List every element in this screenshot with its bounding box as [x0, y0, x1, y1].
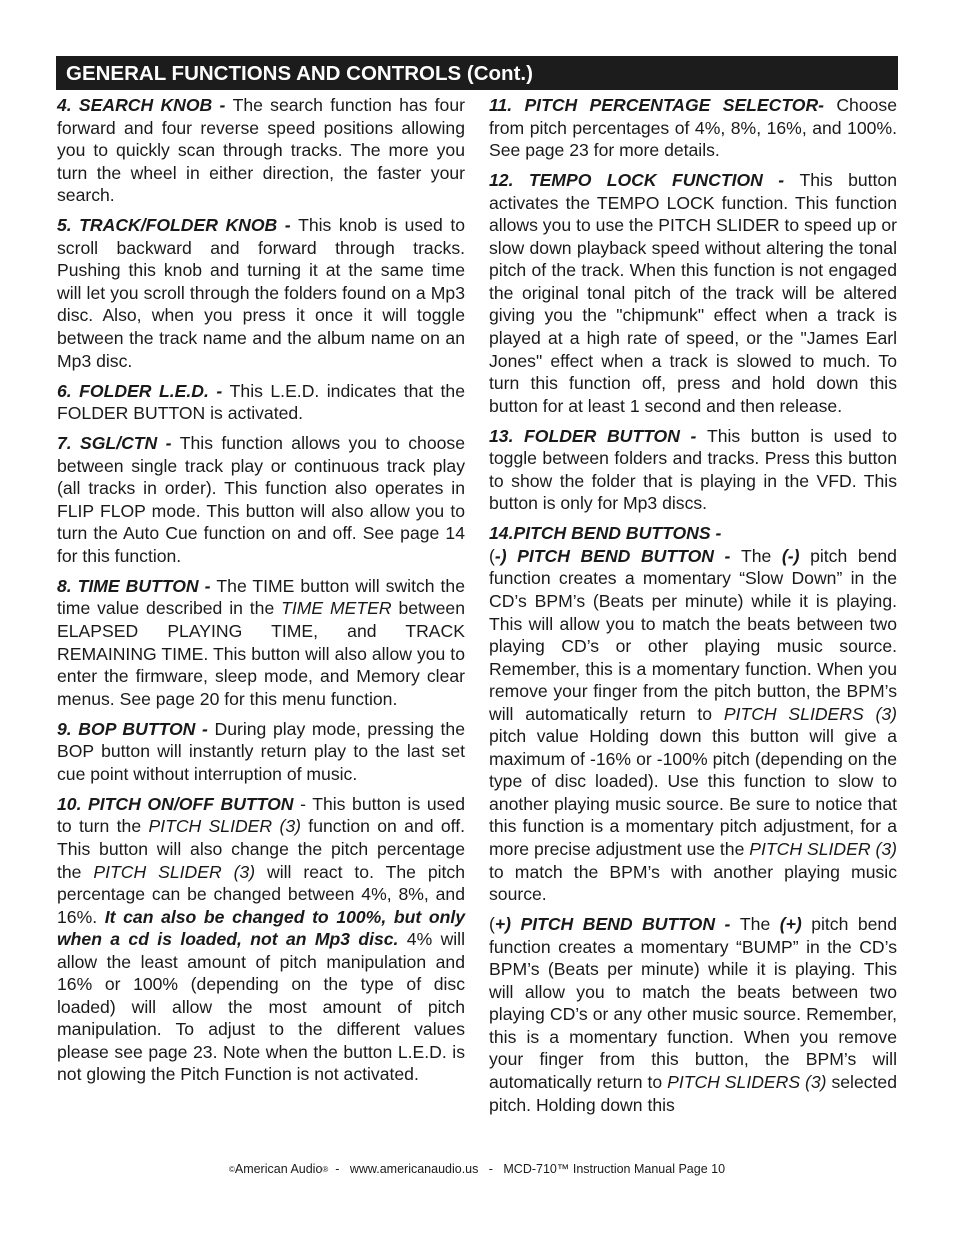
text-minus-c: pitch value Holding down this button will give a maximum of -16% or -100% pitch (depending on the type of disc loaded). Use this function to slow to another playing music source. Be sure to notice that this function is a momentary pitch adjustment, for a more precise adjustment use the	[489, 726, 897, 859]
text-time-button-b: between ELAPSED PLAYING TIME, and TRACK REMAINING TIME. This button will also allow you to enter the firmware, sleep mode, and Memory clear menus. See page 20 for this menu function.	[57, 598, 465, 709]
paragraph-plus-pitch-bend	[489, 913, 897, 1116]
label-bop-button: 9. BOP BUTTON -	[57, 718, 215, 739]
text-minus-a: The	[741, 545, 782, 566]
text-pitch-on-off-a: - This button is used to turn the	[57, 793, 465, 837]
ref-pitch-slider-minus: PITCH SLIDER (3)	[749, 839, 897, 859]
minus-open-paren: (	[489, 545, 495, 566]
label-search-knob: 4. SEARCH KNOB -	[57, 95, 233, 115]
paragraph-folder-led	[57, 380, 465, 425]
ref-pitch-sliders-plus: PITCH SLIDERS (3)	[667, 1071, 827, 1092]
paragraph-sgl-ctn	[57, 432, 465, 567]
paragraph-folder-button	[489, 425, 897, 515]
page-footer	[0, 1161, 954, 1178]
text-pitch-on-off-d: 4% will allow the least amount of pitch manipulation and 16% or 100% (depending on the type of disc loaded) will allow the most amount of pitch manipulation. To adjust to the different values please see page 23. Note when the button L.E.D. is not glowing the Pitch Function is not activated.	[57, 929, 465, 1085]
ref-time-meter: TIME METER	[281, 598, 392, 619]
label-pitch-bend-buttons: 14.PITCH BEND BUTTONS -	[489, 523, 722, 544]
text-folder-led: This L.E.D. indicates that the FOLDER BUTTON is activated.	[57, 380, 465, 424]
text-sgl-ctn: This function allows you to choose between single track play or continuous track play (all tracks in order). This function also operates in FLIP FLOP mode. This button will also allow you to turn the Auto Cue function on and off. See page 14 for this function.	[57, 433, 465, 566]
label-pitch-on-off: 10. PITCH ON/OFF BUTTON	[57, 793, 294, 814]
text-plus-a: The	[739, 914, 780, 935]
section-title: GENERAL FUNCTIONS AND CONTROLS (Cont.)	[66, 62, 533, 85]
ref-pitch-slider-1: PITCH SLIDER (3)	[148, 816, 301, 837]
label-tempo-lock: 12. TEMPO LOCK FUNCTION -	[489, 170, 800, 191]
paragraph-tempo-lock	[489, 169, 897, 417]
ref-pitch-sliders-minus: PITCH SLIDERS (3)	[723, 703, 897, 724]
text-pitch-on-off-c: will react to. The pitch percentage can be changed between 4%, 8%, and 16%.	[57, 861, 465, 927]
paragraph-track-folder-knob	[57, 214, 465, 372]
label-time-button: 8. TIME BUTTON -	[57, 575, 217, 596]
right-column	[489, 94, 897, 1124]
text-tempo-lock: This button activates the TEMPO LOCK function. This function allows you to use the PITCH SLIDER to speed up or slow down playback speed without altering the tonal pitch of the track. When this function is not engaged the original tonal pitch of the track will be altered giving you the "chipmunk" effect when a track is played at a high rate of speed, or the "James Earl Jones" effect when a track is slowed to much. To turn this function off, press and hold down this button for at least 1 second and then release.	[489, 170, 897, 416]
label-folder-led: 6. FOLDER L.E.D. -	[57, 380, 230, 401]
text-plus-c: selected pitch. Holding down this	[489, 1071, 897, 1115]
paragraph-pitch-on-off	[57, 793, 465, 1086]
paragraph-bop-button	[57, 718, 465, 786]
label-folder-button: 13. FOLDER BUTTON -	[489, 425, 707, 446]
paragraph-pitch-bend	[489, 522, 897, 905]
section-header-bar	[56, 56, 898, 90]
ref-pitch-slider-2: PITCH SLIDER (3)	[93, 861, 256, 882]
label-plus-pitch-bend: +) PITCH BEND BUTTON -	[494, 914, 740, 935]
text-folder-button: This button is used to toggle between folders and tracks. Press this button to show the folder that is playing in the VFD. This button is only for Mp3 discs.	[489, 425, 897, 514]
text-search-knob: The search function has four forward and four reverse speed positions allowing you to quickly scan through tracks. The more you turn the wheel in either direction, the faster your search.	[57, 95, 465, 206]
label-pitch-percentage: 11. PITCH PERCENTAGE SELECTOR-	[489, 95, 837, 115]
text-bop-button: During play mode, pressing the BOP button will instantly return play to the last set cue point without interruption of music.	[57, 718, 465, 784]
symbol-plus: (+)	[779, 914, 802, 935]
plus-open-paren: (	[489, 914, 495, 935]
text-minus-d: to match the BPM’s with another playing music source.	[489, 861, 897, 905]
text-pitch-on-off-b: function on and off. This button will also change the pitch percentage the	[57, 816, 465, 882]
text-pitch-percentage: Choose from pitch percentages of 4%, 8%, 16%, and 100%. See page 23 for more details.	[489, 95, 897, 161]
registered-symbol: ®	[322, 1165, 329, 1174]
text-plus-b: pitch bend function creates a momentary “BUMP” in the CD’s BPM’s (Beats per minute) while it is playing. This will allow you to match the beats between two playing CD’s or any other music source. Remember, this is a momentary function. When you remove your finger from this button, the BPM’s will automatically return to	[489, 914, 897, 1092]
label-track-folder-knob: 5. TRACK/FOLDER KNOB -	[57, 215, 299, 236]
emphasis-100-percent: It can also be changed to 100%, but only when a cd is loaded, not an Mp3 disc.	[57, 906, 465, 950]
label-minus-pitch-bend: -) PITCH BEND BUTTON -	[494, 545, 741, 566]
text-minus-b: pitch bend function creates a momentary “Slow Down” in the CD’s BPM’s (Beats per minute) while it is playing. This will allow you to match the beats between two playing CD’s or other playing music source. Remember, this is a momentary function. When you remove your finger from the pitch button, the BPM’s will automatically return to	[489, 545, 897, 724]
footer-text: - www.americanaudio.us - MCD-710™ Instruction Manual Page 10	[328, 1162, 726, 1176]
paragraph-time-button	[57, 575, 465, 710]
footer-brand: American Audio	[234, 1162, 323, 1176]
paragraph-pitch-percentage	[489, 94, 897, 162]
text-time-button-a: The TIME button will switch the time value described in the	[57, 575, 465, 619]
copyright-symbol: ©	[228, 1165, 235, 1174]
label-sgl-ctn: 7. SGL/CTN -	[57, 433, 180, 454]
symbol-minus: (-)	[781, 545, 800, 566]
paragraph-search-knob	[57, 94, 465, 207]
left-column	[57, 94, 465, 1093]
text-track-folder-knob: This knob is used to scroll backward and forward through tracks. Pushing this knob and turning it at the same time will let you scroll through the folders found on a Mp3 disc. Also, when you press it once it will toggle between the track name and the album name on an Mp3 disc.	[57, 215, 465, 371]
